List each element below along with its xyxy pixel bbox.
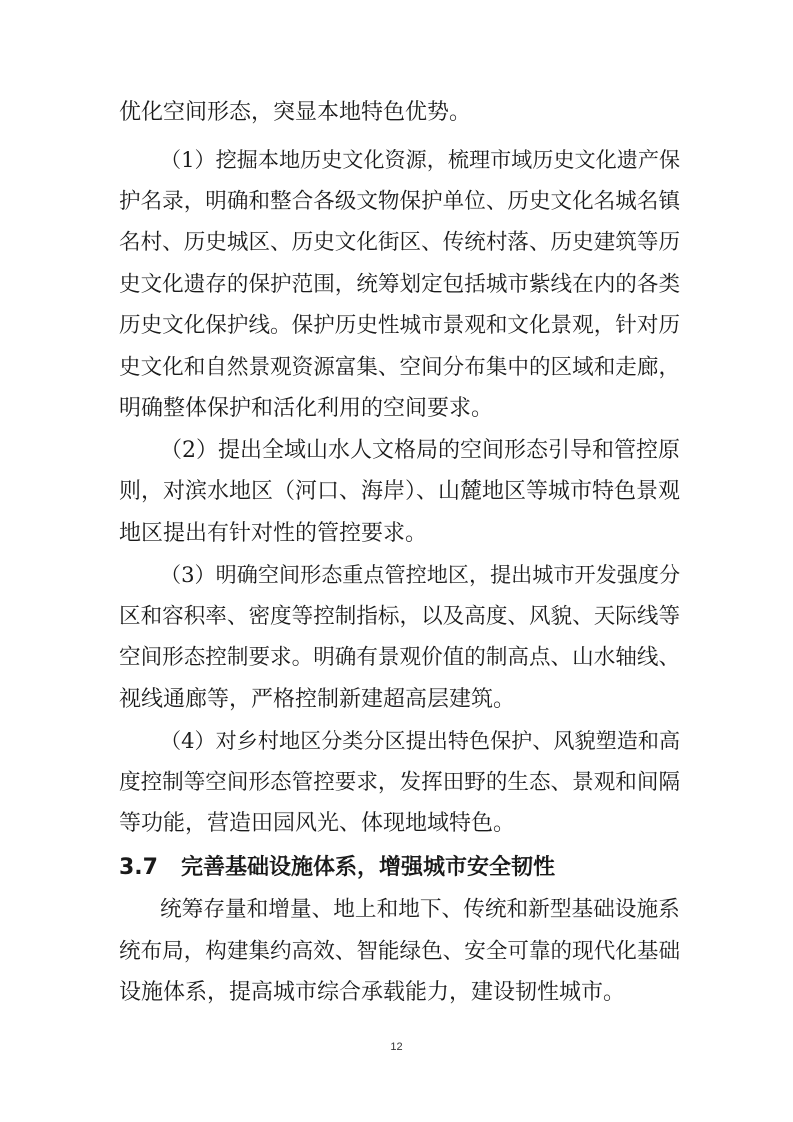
section-title: 完善基础设施体系，增强城市安全韧性 xyxy=(181,855,556,880)
text-run: 历史文化保护线。保护历史性城市景观和文化景观，针对历 xyxy=(119,313,681,338)
text-run: （2）提出全域山水人文格局的空间形态引导和管控原 xyxy=(160,438,680,463)
text-line xyxy=(0,477,680,507)
section-heading xyxy=(119,853,555,883)
text-run: （4）对乡村地区分类分区提出特色保护、风貌塑造和高 xyxy=(160,728,681,753)
page-number: 12 xyxy=(390,1041,403,1053)
text-run: 史文化遗存的保护范围，统筹划定包括城市紫线在内的各类 xyxy=(119,272,681,297)
text-line xyxy=(0,895,680,925)
text-run: 明确整体保护和活化利用的空间要求。 xyxy=(119,396,494,421)
text-run: 优化空间形态，突显本地特色优势。 xyxy=(119,100,472,125)
text-line xyxy=(0,978,680,1008)
text-line xyxy=(0,187,680,217)
text-run: 统筹存量和增量、地上和地下、传统和新型基础设施系 xyxy=(160,897,680,922)
text-run: 度控制等空间形态管控要求，发挥田野的生态、景观和间隔 xyxy=(119,770,681,795)
text-line xyxy=(0,519,680,549)
text-run: 区和容积率、密度等控制指标，以及高度、风貌、天际线等 xyxy=(119,604,681,629)
text-line xyxy=(0,311,680,341)
text-run: 则，对滨水地区（河口、海岸）、山麓地区等城市特色景观 xyxy=(119,479,681,504)
text-line xyxy=(0,809,680,839)
text-run: 名村、历史城区、历史文化街区、传统村落、历史建筑等历 xyxy=(119,230,681,255)
text-line xyxy=(0,602,680,632)
text-run: 设施体系，提高城市综合承载能力，建设韧性城市。 xyxy=(119,980,626,1005)
text-line xyxy=(0,560,680,590)
text-line xyxy=(0,394,680,424)
text-line xyxy=(0,353,680,383)
text-line xyxy=(0,768,680,798)
text-line xyxy=(0,937,680,967)
section-number: 3.7 xyxy=(119,855,158,880)
text-line xyxy=(0,643,680,673)
text-run: 统布局，构建集约高效、智能绿色、安全可靠的现代化基础 xyxy=(119,939,681,964)
text-run: 等功能，营造田园风光、体现地域特色。 xyxy=(119,811,516,836)
text-run: （1）挖掘本地历史文化资源，梳理市域历史文化遗产保 xyxy=(160,147,681,172)
text-run: 史文化和自然景观资源富集、空间分布集中的区域和走廊， xyxy=(119,355,681,380)
text-run: 护名录，明确和整合各级文物保护单位、历史文化名城名镇 xyxy=(119,189,681,214)
text-line xyxy=(0,145,680,175)
text-line xyxy=(0,685,680,715)
text-run: 空间形态控制要求。明确有景观价值的制高点、山水轴线、 xyxy=(119,645,681,670)
text-run: 地区提出有针对性的管控要求。 xyxy=(119,521,428,546)
text-line xyxy=(0,228,680,258)
text-line xyxy=(0,436,680,466)
text-run: （3）明确空间形态重点管控地区，提出城市开发强度分 xyxy=(160,562,681,587)
text-line xyxy=(0,726,680,756)
text-line xyxy=(0,270,680,300)
text-line xyxy=(0,98,680,128)
text-run: 视线通廊等，严格控制新建超高层建筑。 xyxy=(119,687,516,712)
